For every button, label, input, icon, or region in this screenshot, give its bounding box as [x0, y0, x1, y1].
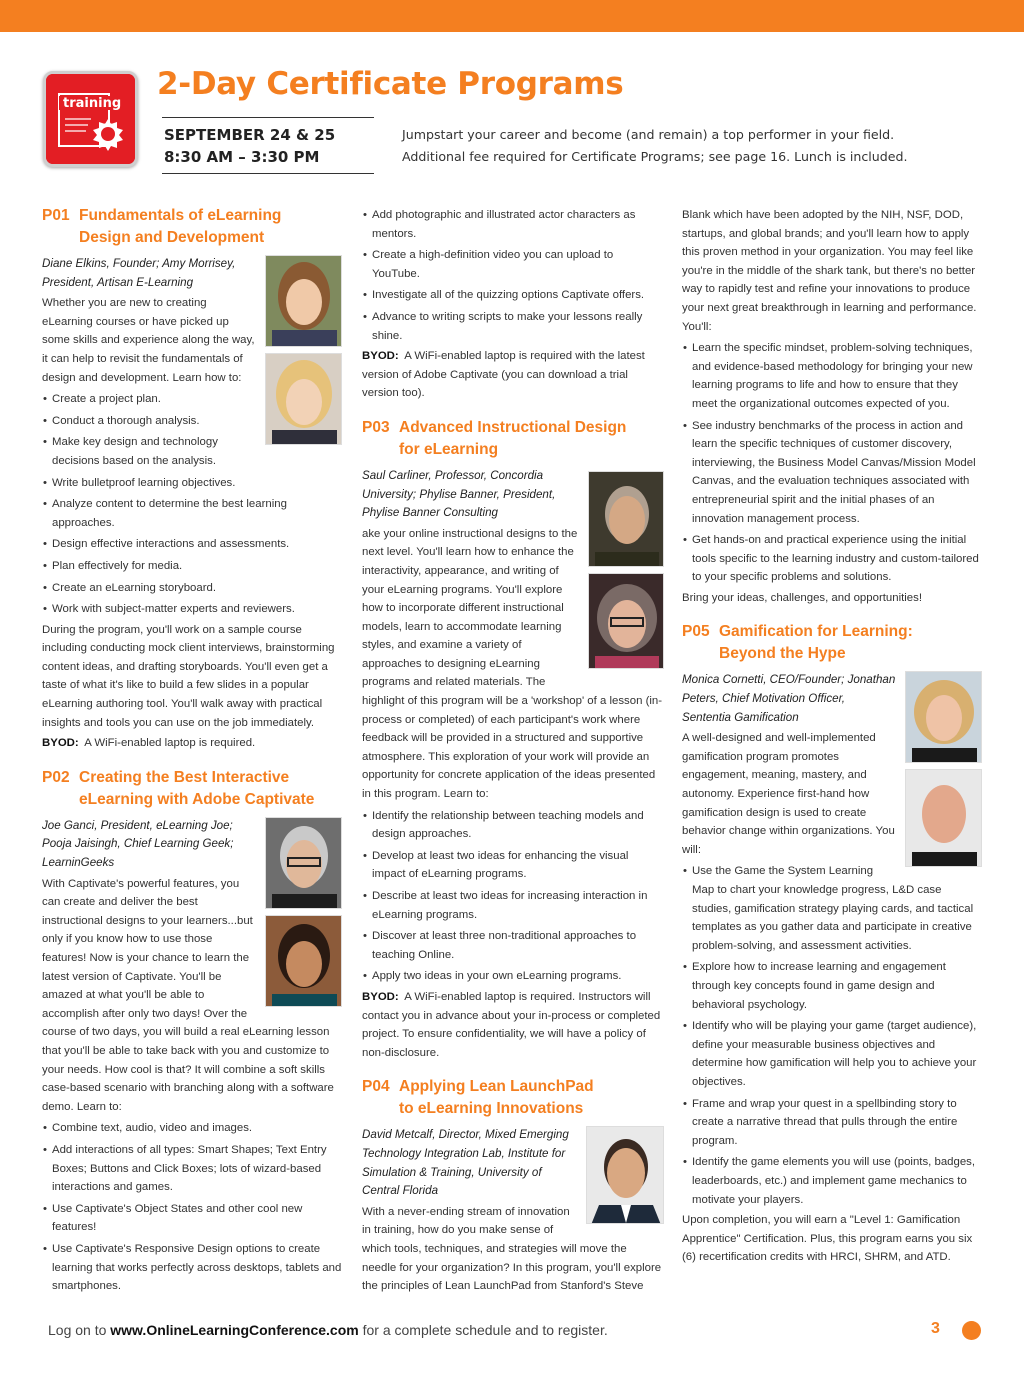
- program-title-line: Beyond the Hype: [719, 645, 846, 663]
- conference-link[interactable]: www.OnlineLearningConference.com: [110, 1322, 359, 1338]
- footer-suffix: for a complete schedule and to register.: [358, 1322, 608, 1338]
- program-description: With Captivate's powerful features, you can create and deliver the best instructional designs to your learners...but only if you know how to use those features! Now is your chance to learn the latest version of Captivate. You'll be amazed at what you'll be able to accomplish after only two days! Over the course of two days, you will build a real eLearning lesson that you'll be able to take back with you and customize to your needs. How cool is that? It will combine a soft skills case-based scenario with branching along with a software demo. Learn to:: [42, 877, 334, 1113]
- intro-line-2: Additional fee required for Certificate Programs; see page 16. Lunch is included.: [402, 149, 908, 164]
- program-objectives: [42, 390, 342, 619]
- list-item: • Identify the game elements you will use (points, badges, leaderboards, etc.) and implement game mechanics to motivate your players.: [682, 1153, 982, 1209]
- list-item: • Conduct a thorough analysis.: [42, 412, 342, 431]
- speaker-photo-saul-carliner: [588, 471, 664, 567]
- list-item: • Get hands-on and practical experience using the initial tools specific to the learning industry and custom-tailored to your specific problems and solutions.: [682, 531, 982, 587]
- list-item: • Make key design and technology decisions based on the analysis.: [42, 433, 342, 470]
- program-speakers: Joe Ganci, President, eLearning Joe; Pooja Jaisingh, Chief Learning Geek; LearninGeeks: [42, 818, 234, 870]
- footer-prefix: Log on to: [48, 1322, 111, 1338]
- list-item: • Use Captivate's Responsive Design options to create learning that works perfectly across desktops, tablets and smartphones.: [42, 1240, 342, 1296]
- list-item: • Identify the relationship between teaching models and design approaches.: [362, 807, 664, 844]
- list-item: • Add interactions of all types: Smart Shapes; Text Entry Boxes; Buttons and Click Boxes; lots of wizard-based interactions and games.: [42, 1141, 342, 1197]
- program-title-line: Advanced Instructional Design: [399, 418, 627, 436]
- list-item: • Use Captivate's Object States and other cool new features!: [42, 1200, 342, 1237]
- speaker-photo-jonathan-peters: [905, 769, 982, 867]
- program-title-line: Design and Development: [79, 229, 265, 246]
- intro-text: [402, 124, 908, 168]
- speaker-photo-monica-cornetti: [905, 671, 982, 763]
- program-code: P02: [42, 768, 70, 786]
- intro-line-1: Jumpstart your career and become (and remain) a top performer in your field.: [402, 127, 895, 142]
- list-item: • Create an eLearning storyboard.: [42, 579, 342, 598]
- program-code: P05: [682, 623, 710, 641]
- list-item: • Analyze content to determine the best learning approaches.: [42, 495, 342, 532]
- program-speakers: Monica Cornetti, CEO/Founder; Jonathan Peters, Chief Motivation Officer, Sententia Gamification: [682, 673, 896, 724]
- program-title-line: for eLearning: [399, 440, 499, 458]
- program-title-line: Fundamentals of eLearning: [79, 207, 282, 224]
- program-objectives: [682, 339, 982, 587]
- program-title-line: Applying Lean LaunchPad: [399, 1078, 594, 1096]
- program-objectives: [682, 862, 982, 1209]
- program-description: Whether you are new to creating eLearning courses or have picked up some skills and experience along the way, it can help to revisit the fundamentals of design and development. Learn how to:: [42, 297, 255, 384]
- program-summary: Upon completion, you will earn a "Level 1: Gamification Apprentice" Certification. Plus, this program earns you six (6) recertification credits with HRCI, SHRM, and ATD.: [682, 1214, 973, 1264]
- program-title-line: eLearning with Adobe Captivate: [79, 790, 315, 808]
- list-item: • Write bulletproof learning objectives.: [42, 474, 342, 493]
- list-item: • Use the Game the System Learning Map to chart your knowledge progress, L&D case studies, gamification strategy playing cards, and tactical templates as you gather data and participate in creative problem-solving, and assessment activities.: [682, 862, 982, 955]
- list-item: • Develop at least two ideas for enhancing the visual impact of eLearning programs.: [362, 847, 664, 884]
- byod-note: [42, 734, 342, 753]
- byod-text: A WiFi-enabled laptop is required. Instructors will contact you in advance about your in-process or completed project. To ensure confidentiality, we will have a policy of non-disclosure.: [362, 990, 661, 1059]
- program-code: P03: [362, 418, 390, 436]
- page-title: 2-Day Certificate Programs: [157, 66, 624, 102]
- list-item: • Learn the specific mindset, problem-solving techniques, and evidence-based methodology for bringing your new learning programs to life and how to ensure that they meet the organizational outcomes expected of you.: [682, 339, 982, 413]
- program-code: P04: [362, 1078, 390, 1096]
- speaker-photo-phylise-banner: [588, 573, 664, 669]
- list-item: • Describe at least two ideas for increasing interaction in eLearning programs.: [362, 887, 664, 924]
- list-item: • See industry benchmarks of the process in action and learn the specific techniques of customer discovery, interviewing, the Business Model Canvas/Mission Model Canvas, and the evaluation techniques associated with entrepreneurial spirit and the initial phases of an innovation management process.: [682, 417, 982, 529]
- program-p05-title: [682, 621, 982, 665]
- program-objectives-continued: [362, 206, 664, 345]
- footer-text: [48, 1322, 608, 1338]
- byod-label: BYOD:: [42, 737, 79, 750]
- byod-label: BYOD:: [362, 350, 399, 363]
- byod-text: A WiFi-enabled laptop is required with the latest version of Adobe Captivate (you can download a trial version too).: [362, 350, 645, 400]
- top-accent-bar: [0, 0, 1024, 32]
- list-item: • Apply two ideas in your own eLearning programs.: [362, 967, 664, 986]
- byod-label: BYOD:: [362, 990, 399, 1003]
- program-summary: Bring your ideas, challenges, and opportunities!: [682, 591, 922, 604]
- list-item: • Frame and wrap your quest in a spellbinding story to create a narrative thread that pulls through the entire program.: [682, 1095, 982, 1151]
- column-2: [362, 206, 664, 1296]
- column-3: [682, 206, 982, 1267]
- training-logo: [43, 71, 138, 167]
- program-code: P01: [42, 207, 70, 224]
- speaker-photo-pooja-jaisingh: [265, 915, 342, 1007]
- program-summary: During the program, you'll work on a sample course including conducting mock client interviews, brainstorming content ideas, and drafting storyboards. You'll even get a taste of what it's like to build a few slides in a popular eLearning authoring tool. You'll walk away with practical insights and tools you can use on the job immediately.: [42, 623, 335, 729]
- byod-note: [362, 988, 664, 1062]
- list-item: • Add photographic and illustrated actor characters as mentors.: [362, 206, 664, 243]
- list-item: • Advance to writing scripts to make your lessons really shine.: [362, 308, 664, 345]
- program-speakers: Diane Elkins, Founder; Amy Morrisey, President, Artisan E-Learning: [42, 257, 236, 289]
- list-item: • Create a project plan.: [42, 390, 342, 409]
- list-item: • Work with subject-matter experts and reviewers.: [42, 600, 342, 619]
- speaker-photo-joe-ganci: [265, 817, 342, 909]
- program-objectives: [42, 1119, 342, 1295]
- page-dot-icon: [962, 1321, 981, 1340]
- program-description: ake your online instructional designs to the next level. You'll learn how to enhance the interactivity, appearance, and writing of your eLearning programs. You'll explore how to incorporate different instructional models, learn to accommodate learning styles, and examine a variety of approaches to designing eLearning programs and related materials. The highlight of this program will be a 'workshop' of a lesson (in-process or completed) of each participant's work where feedback will be provided in a structured and supportive atmosphere. This exploration of your work will provide an opportunity for concrete application of the ideas presented in this program. Learn to:: [362, 527, 663, 801]
- program-speakers: Saul Carliner, Professor, Concordia University; Phylise Banner, President, Phylise Banner Consulting: [362, 468, 556, 520]
- program-title-line: Creating the Best Interactive: [79, 768, 290, 786]
- event-date: SEPTEMBER 24 & 25: [164, 126, 336, 144]
- program-p02-title: [42, 767, 342, 811]
- list-item: • Plan effectively for media.: [42, 557, 342, 576]
- column-1: [42, 205, 342, 1296]
- program-description: A well-designed and well-implemented gamification program promotes engagement, meaning, mastery, and autonomy. Experience first-hand how gamification design is used to create behavior change within organizations. You will:: [682, 732, 895, 856]
- program-objectives: [362, 807, 664, 986]
- speaker-photo-diane-elkins: [265, 255, 342, 347]
- program-description-continued: Blank which have been adopted by the NIH, NSF, DOD, startups, and global brands; and you'll learn how to apply this proven method in your organization. You may feel like you're in the middle of the shark tank, but there's no better way to rapidly test and refine your innovations to produce your next great breakthrough in learning and performance. You'll:: [682, 209, 977, 333]
- list-item: • Identify who will be playing your game (target audience), define your measurable business objectives and determine how gamification will help you to achieve your objectives.: [682, 1017, 982, 1091]
- program-title-line: to eLearning Innovations: [399, 1100, 584, 1118]
- page-number: 3: [931, 1320, 940, 1337]
- event-schedule: [162, 117, 374, 174]
- list-item: • Investigate all of the quizzing options Captivate offers.: [362, 286, 664, 305]
- byod-note: [362, 347, 664, 403]
- list-item: • Explore how to increase learning and engagement through key concepts found in game design and behavioral psychology.: [682, 958, 982, 1014]
- program-title-line: Gamification for Learning:: [719, 623, 913, 641]
- list-item: • Create a high-definition video you can upload to YouTube.: [362, 246, 664, 283]
- event-time: 8:30 AM – 3:30 PM: [164, 148, 320, 166]
- list-item: • Discover at least three non-traditional approaches to teaching Online.: [362, 927, 664, 964]
- program-p01-title: [42, 205, 342, 249]
- logo-text: training: [63, 96, 122, 111]
- program-description: With a never-ending stream of innovation in training, how do you make sense of which tools, techniques, and strategies will move the needle for your organization? In this program, you'll explore the principles of Lean LaunchPad from Stanford's Steve: [362, 1205, 662, 1293]
- byod-text: A WiFi-enabled laptop is required.: [84, 737, 256, 750]
- program-speakers: David Metcalf, Director, Mixed Emerging Technology Integration Lab, Institute for Simulation & Training, University of Central Florida: [362, 1128, 569, 1198]
- program-p04-title: [362, 1076, 664, 1120]
- list-item: • Combine text, audio, video and images.: [42, 1119, 342, 1138]
- list-item: • Design effective interactions and assessments.: [42, 535, 342, 554]
- program-p03-title: [362, 417, 664, 461]
- speaker-photo-david-metcalf: [586, 1126, 664, 1224]
